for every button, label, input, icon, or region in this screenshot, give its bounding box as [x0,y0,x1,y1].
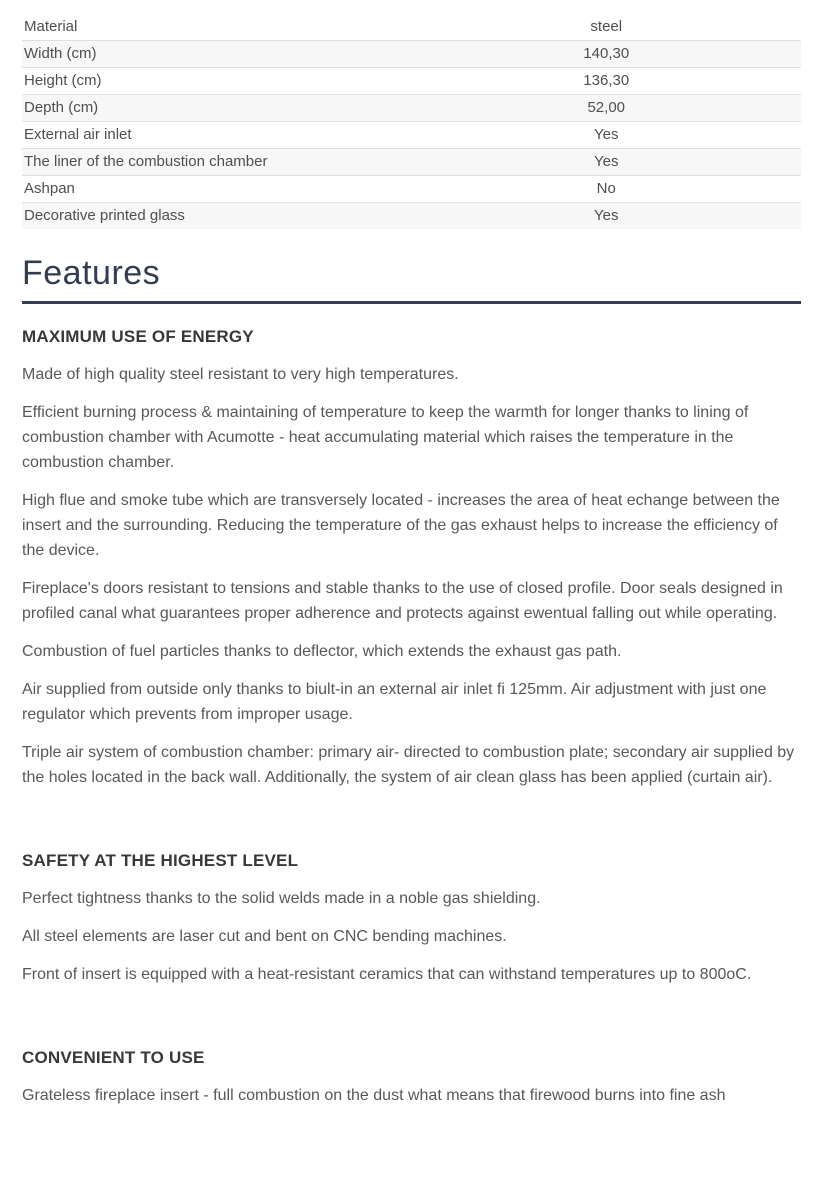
table-row [22,203,801,230]
spec-label: Depth (cm) [22,95,412,122]
feature-paragraph: Efficient burning process & maintaining of temperature to keep the warmth for longer thanks to lining of combustion chamber with Acumotte - heat accumulating material which raises the temperature in the combustion chamber. [22,404,749,471]
spec-value: Yes [412,122,802,149]
table-row [22,41,801,68]
table-row [22,68,801,95]
section-maximum-use-of-energy [22,327,801,790]
spec-label: The liner of the combustion chamber [22,149,412,176]
feature-paragraph: All steel elements are laser cut and bent on CNC bending machines. [22,928,507,945]
spec-value: 136,30 [412,68,802,95]
feature-paragraph: Grateless fireplace insert - full combustion on the dust what means that firewood burns into fine ash [22,1087,726,1104]
feature-paragraph: Made of high quality steel resistant to very high temperatures. [22,366,459,383]
feature-paragraph: Perfect tightness thanks to the solid welds made in a noble gas shielding. [22,890,541,907]
spec-table [22,14,801,229]
spec-label: Height (cm) [22,68,412,95]
section-safety-at-the-highest-level [22,851,801,987]
spec-label: External air inlet [22,122,412,149]
spec-label: Material [24,18,78,35]
features-divider [22,301,801,304]
feature-paragraph: High flue and smoke tube which are transversely located - increases the area of heat echange between the insert and the surrounding. Reducing the temperature of the gas exhaust helps to increase the efficiency of the device. [22,492,780,559]
spec-value: No [412,176,802,203]
feature-paragraph: Combustion of fuel particles thanks to deflector, which extends the exhaust gas path. [22,643,622,660]
spec-value: 52,00 [412,95,802,122]
product-detail-page [22,0,801,1108]
section-heading: CONVENIENT TO USE [22,1048,205,1067]
spec-value: 140,30 [412,41,802,68]
spec-value: steel [590,18,623,35]
table-row [22,95,801,122]
section-heading: SAFETY AT THE HIGHEST LEVEL [22,851,299,870]
feature-paragraph: Fireplace's doors resistant to tensions and stable thanks to the use of closed profile. Door seals designed in profiled canal what guarantees proper adherence and protects against ewentual falling out while operating. [22,580,783,622]
spec-label: Width (cm) [22,41,412,68]
features-body [22,327,801,1108]
table-row [22,122,801,149]
spec-label: Decorative printed glass [22,203,412,230]
table-row [22,14,801,41]
spec-label: Ashpan [22,176,412,203]
feature-paragraph: Front of insert is equipped with a heat-resistant ceramics that can withstand temperatures up to 800oC. [22,966,752,983]
spec-value: Yes [412,149,802,176]
table-row [22,176,801,203]
section-convenient-to-use [22,1048,801,1108]
spec-value: Yes [412,203,802,230]
feature-paragraph: Triple air system of combustion chamber: primary air- directed to combustion plate; secondary air supplied by the holes located in the back wall. Additionally, the system of air clean glass has been applied (curtain air). [22,744,795,786]
features-title: Features [22,254,161,292]
table-row [22,149,801,176]
feature-paragraph: Air supplied from outside only thanks to biult-in an external air inlet fi 125mm. Air adjustment with just one regulator which prevents from improper usage. [22,681,767,723]
section-heading: MAXIMUM USE OF ENERGY [22,327,254,346]
